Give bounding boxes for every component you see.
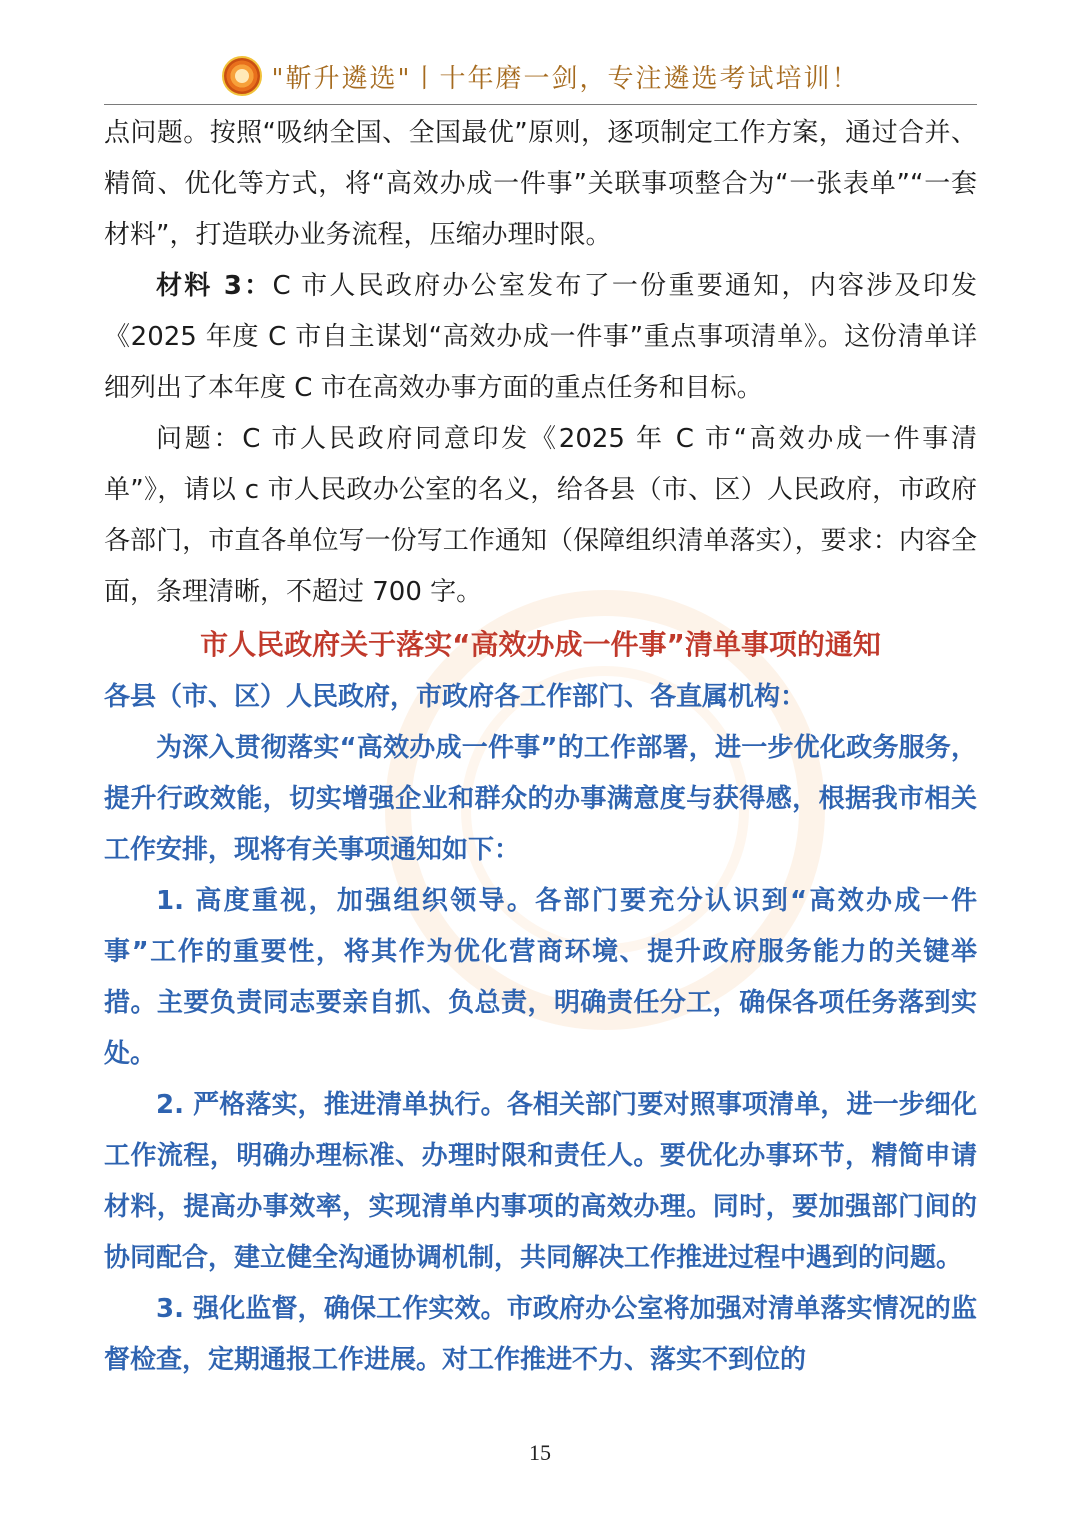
material-text: C 市人民政府办公室发布了一份重要通知，内容涉及印发《2025 年度 C 市自主谋划“高效办成一件事”重点事项清单》。这份清单详细列出了本年度 C 市在高效办事方面的重点任务和目标。	[104, 271, 977, 403]
notice-item-3: 3. 强化监督，确保工作实效。市政府办公室将加强对清单落实情况的监督检查，定期通报工作进展。对工作推进不力、落实不到位的	[104, 1294, 977, 1375]
notice-title: 市人民政府关于落实“高效办成一件事”清单事项的通知	[200, 628, 881, 661]
page-header	[104, 48, 977, 105]
brand-logo-icon	[222, 56, 262, 96]
notice-item-1: 1. 高度重视，加强组织领导。各部门要充分认识到“高效办成一件事”工作的重要性，将其作为优化营商环境、提升政府服务能力的关键举措。主要负责同志要亲自抓、负总责，明确责任分工，确保各项任务落到实处。	[104, 886, 977, 1069]
header-slogan: "靳升遴选"丨十年磨一剑，专注遴选考试培训！	[271, 63, 860, 94]
notice-item-2: 2. 严格落实，推进清单执行。各相关部门要对照事项清单，进一步细化工作流程，明确办理标准、办理时限和责任人。要优化办事环节，精简申请材料，提高办事效率，实现清单内事项的高效办理。同时，要加强部门间的协同配合，建立健全沟通协调机制，共同解决工作推进过程中遇到的问题。	[104, 1090, 977, 1273]
material-label: 材料 3：	[156, 271, 273, 301]
paragraph-continued: 点问题。按照“吸纳全国、全国最优”原则，逐项制定工作方案，通过合并、精简、优化等方式，将“高效办成一件事”关联事项整合为“一张表单”“一套材料”，打造联办业务流程，压缩办理时限。	[104, 118, 977, 250]
page-number: 15	[529, 1440, 551, 1465]
material-paragraph	[104, 261, 977, 414]
notice-intro: 为深入贯彻落实“高效办成一件事”的工作部署，进一步优化政务服务，提升行政效能，切实增强企业和群众的办事满意度与获得感，根据我市相关工作安排，现将有关事项通知如下：	[104, 733, 977, 865]
question-paragraph: 问题：C 市人民政府同意印发《2025 年 C 市“高效办成一件事清单”》，请以 c 市人民政办公室的名义，给各县（市、区）人民政府，市政府各部门，市直各单位写一份写工作通知（保障组织清单落实），要求：内容全面，条理清晰，不超过 700 字。	[104, 424, 977, 607]
notice-salutation: 各县（市、区）人民政府，市政府各工作部门、各直属机构：	[104, 682, 807, 712]
page-content	[104, 108, 977, 1386]
